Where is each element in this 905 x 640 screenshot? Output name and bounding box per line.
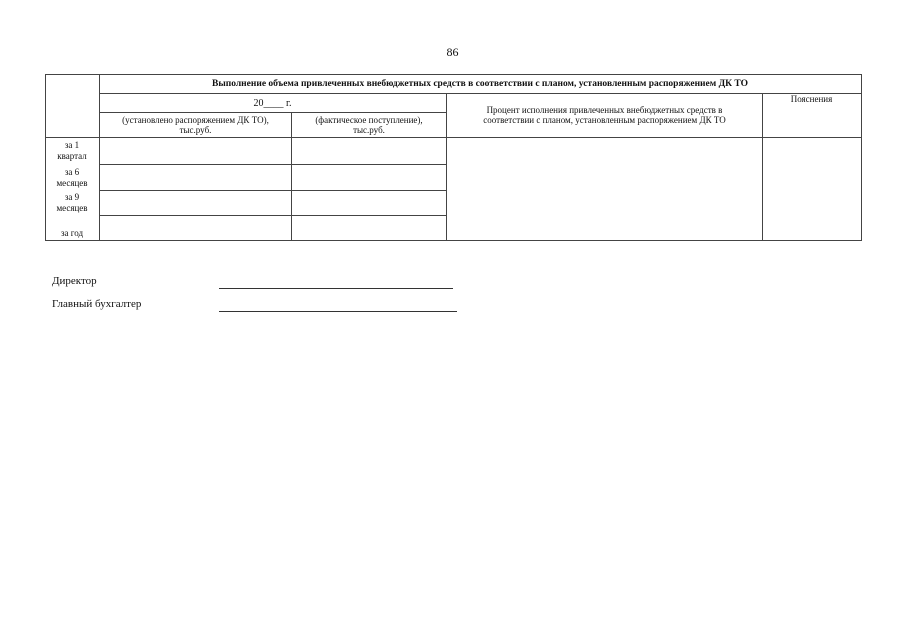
row-label-year: за год [60, 227, 84, 238]
planned-column-header: (установлено распоряжением ДК ТО), тыс.руб. [122, 114, 269, 135]
chief-accountant-signature-line [219, 311, 457, 312]
actual-column-header: (фактическое поступление), тыс.руб. [315, 114, 423, 135]
page-number: 86 [446, 45, 459, 59]
notes-column-header: Пояснения [790, 94, 833, 104]
row-label-q1: за 1 квартал [57, 140, 87, 161]
row-label-9-months: за 9 месяцев [56, 191, 88, 213]
chief-accountant-label: Главный бухгалтер [52, 298, 142, 310]
percent-column-header: Процент исполнения привлеченных внебюджетных средств в соответствии с планом, установленным распоряжением ДК ТО [483, 105, 726, 125]
director-label: Директор [52, 275, 97, 287]
director-signature-line [219, 288, 453, 289]
row-label-6-months: за 6 месяцев [56, 166, 88, 188]
year-header: 20____ г. [253, 98, 292, 109]
table-title: Выполнение объема привлеченных внебюджетных средств в соответствии с планом, установленным распоряжением ДК ТО [212, 79, 748, 89]
